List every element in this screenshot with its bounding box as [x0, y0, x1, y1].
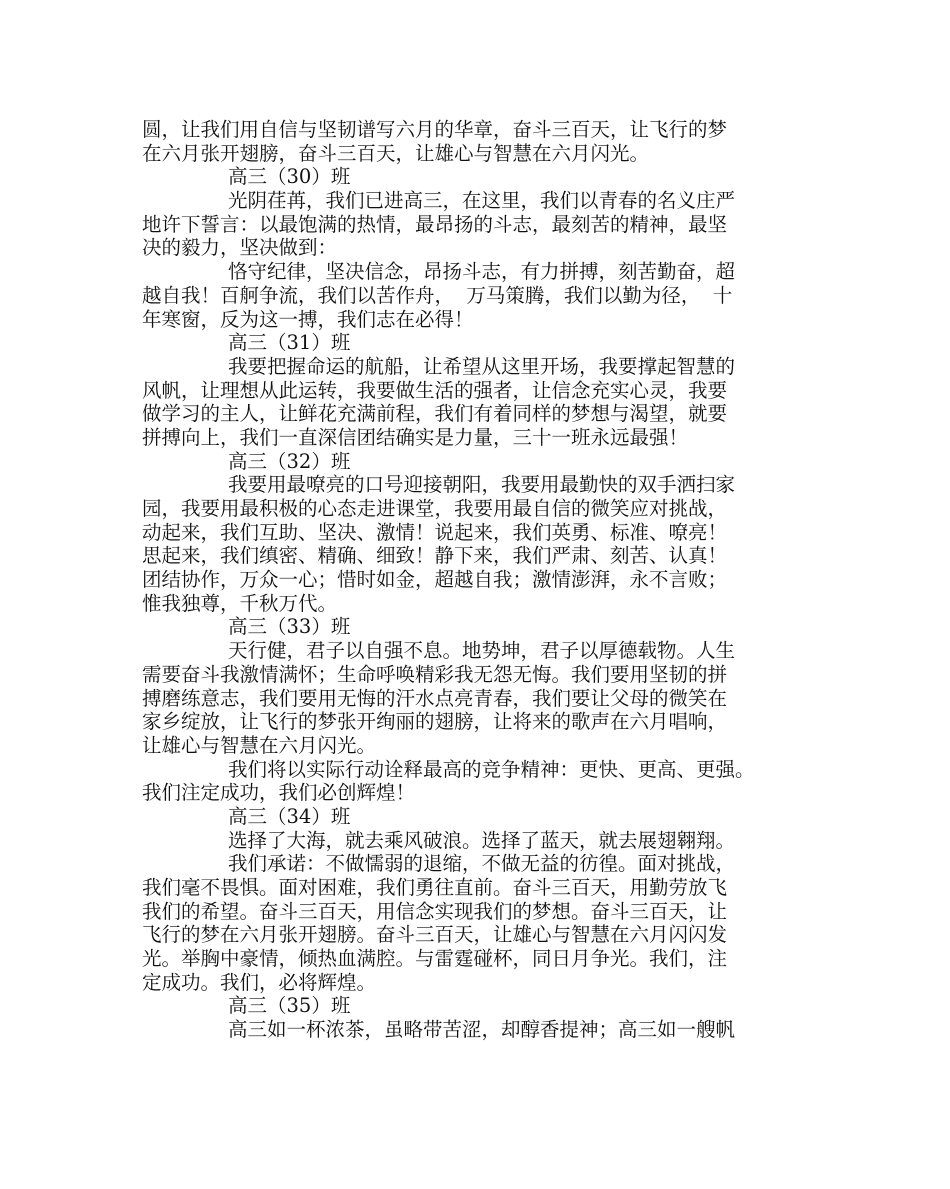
body-text-line: 我们的希望。奋斗三百天，用信念实现我们的梦想。奋斗三百天，让 — [142, 899, 728, 923]
body-text-line: 风帆，让理想从此运转，我要做生活的强者，让信念充实心灵，我要 — [142, 378, 728, 402]
body-text-line: 团结协作，万众一心；惜时如金，超越自我；激情澎湃，永不言败； — [142, 568, 728, 592]
body-text-line: 搏磨练意志，我们要用无悔的汗水点亮青春，我们要让父母的微笑在 — [142, 686, 728, 710]
body-text-line: 我要用最嘹亮的口号迎接朝阳，我要用最勤快的双手洒扫家 — [228, 473, 736, 497]
body-text-line: 园，我要用最积极的心态走进课堂，我要用最自信的微笑应对挑战， — [142, 497, 728, 520]
body-text-line: 我要把握命运的航船，让希望从这里开场，我要撑起智慧的 — [228, 354, 736, 378]
class-heading: 高三（30）班 — [228, 165, 351, 189]
class-heading: 高三（33）班 — [228, 615, 351, 639]
body-text-line: 拼搏向上，我们一直深信团结确实是力量，三十一班永远最强！ — [142, 425, 689, 449]
body-text-line: 家乡绽放，让飞行的梦张开绚丽的翅膀，让将来的歌声在六月唱响， — [142, 710, 728, 734]
body-text-line: 光阴荏苒，我们已进高三，在这里，我们以青春的名义庄严 — [228, 189, 736, 213]
body-text-line: 恪守纪律，坚决信念，昂扬斗志，有力拼搏，刻苦勤奋，超 — [228, 260, 736, 284]
body-text-line: 动起来，我们互助、坚决、激情！说起来，我们英勇、标准、嘹亮！ — [142, 520, 728, 544]
body-text-line: 决的毅力，坚决做到： — [142, 236, 338, 260]
body-text-line: 我们承诺：不做懦弱的退缩，不做无益的彷徨。面对挑战， — [228, 852, 736, 876]
body-text-line: 我们注定成功，我们必创辉煌！ — [142, 781, 416, 805]
document-page — [142, 118, 832, 1042]
body-text-line: 高三如一杯浓茶，虽略带苦涩，却醇香提神；高三如一艘帆 — [228, 1018, 736, 1042]
class-heading: 高三（35）班 — [228, 994, 351, 1018]
body-text-line: 做学习的主人，让鲜花充满前程，我们有着同样的梦想与渴望，就要 — [142, 402, 728, 426]
class-heading: 高三（32）班 — [228, 449, 351, 473]
body-text-line: 年寒窗，反为这一搏，我们志在必得！ — [142, 307, 474, 331]
body-text-line: 光。举胸中豪情，倾热血满腔。与雷霆碰杯，同日月争光。我们，注 — [142, 947, 728, 971]
body-text-line: 圆，让我们用自信与坚韧谱写六月的华章，奋斗三百天，让飞行的梦 — [142, 118, 728, 141]
body-text-line: 需要奋斗我激情满怀；生命呼唤精彩我无怨无悔。我们要用坚韧的拼 — [142, 662, 728, 686]
body-text-line: 地许下誓言：以最饱满的热情，最昂扬的斗志，最刻苦的精神，最坚 — [142, 212, 728, 236]
body-text-line: 让雄心与智慧在六月闪光。 — [142, 733, 377, 757]
class-heading: 高三（34）班 — [228, 804, 351, 828]
body-text-line: 思起来，我们缜密、精确、细致！静下来，我们严肃、刻苦、认真！ — [142, 544, 728, 568]
body-text-line: 天行健，君子以自强不息。地势坤，君子以厚德载物。人生 — [228, 639, 736, 663]
body-text-line: 飞行的梦在六月张开翅膀。奋斗三百天，让雄心与智慧在六月闪闪发 — [142, 923, 728, 947]
body-text-line: 在六月张开翅膀，奋斗三百天，让雄心与智慧在六月闪光。 — [142, 141, 650, 165]
class-heading: 高三（31）班 — [228, 331, 351, 355]
body-text-line: 选择了大海，就去乘风破浪。选择了蓝天，就去展翅翱翔。 — [228, 828, 736, 852]
body-text-line: 我们毫不畏惧。面对困难，我们勇往直前。奋斗三百天，用勤劳放飞 — [142, 876, 728, 899]
body-text-line: 越自我！百舸争流，我们以苦作舟， 万马策腾，我们以勤为径， 十 — [142, 283, 733, 307]
body-text-line: 我们将以实际行动诠释最高的竞争精神：更快、更高、更强。 — [228, 757, 755, 781]
body-text-line: 定成功。我们，必将辉煌。 — [142, 970, 377, 994]
body-text-line: 惟我独尊，千秋万代。 — [142, 591, 338, 615]
